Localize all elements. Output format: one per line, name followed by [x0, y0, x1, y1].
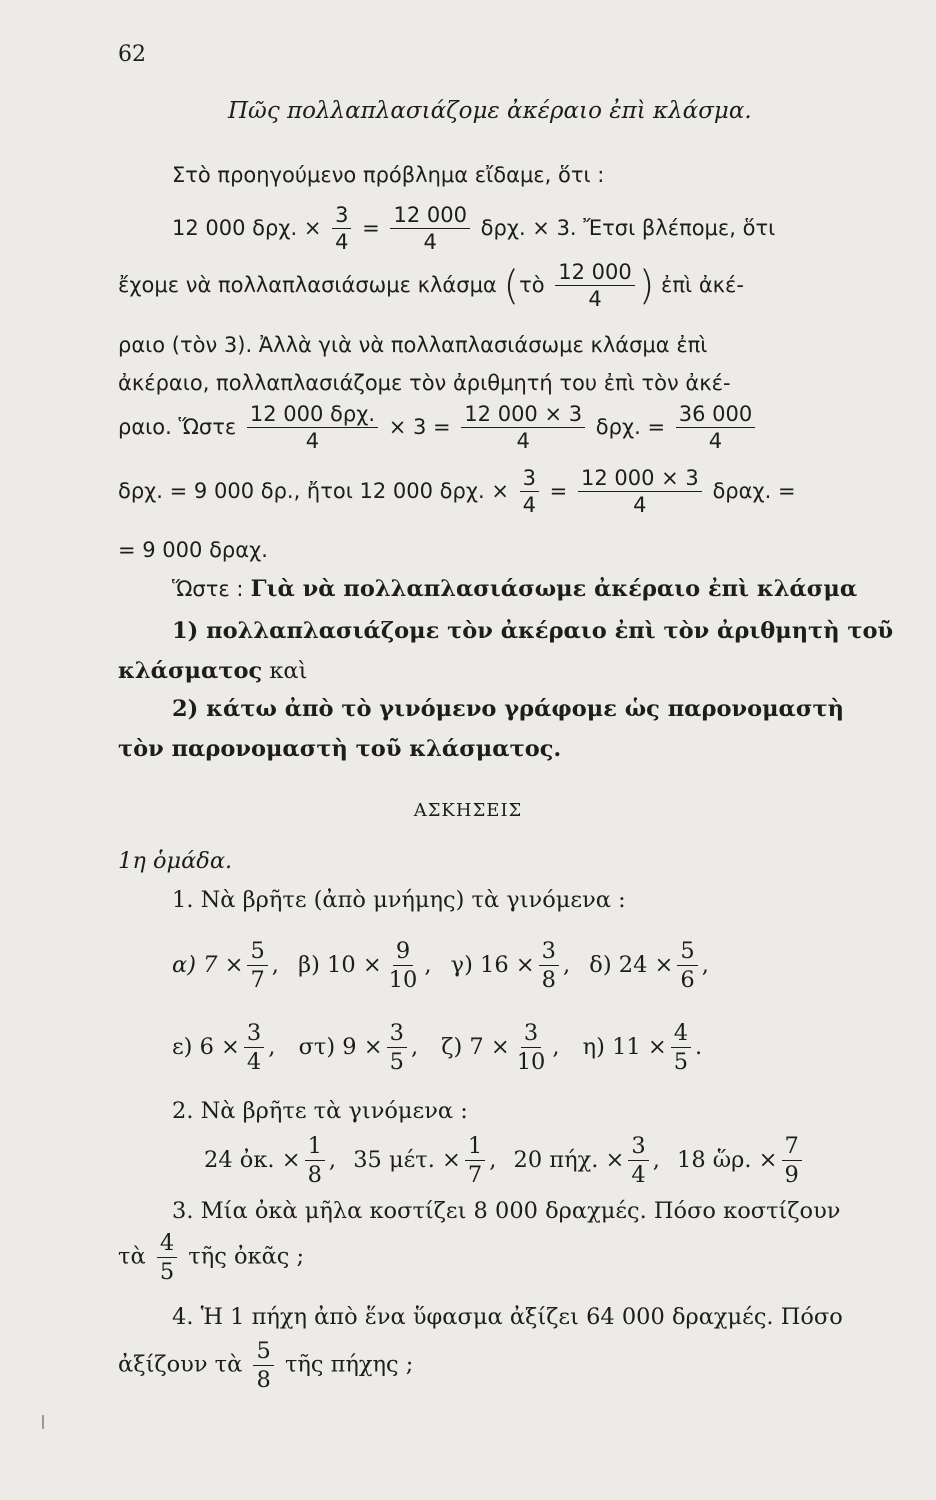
text-line-3: ἔχομε νὰ πολλαπλασιάσωμε κλάσμα (τὸ $\frac{12 000}{4}$ ) ἐπὶ ἀκέ-	[118, 260, 744, 311]
exercise-item: στ) 9 × $\frac{3}{5}$ ,	[298, 1020, 419, 1075]
exercise-item: γ) 16 × $\frac{3}{8}$ ,	[450, 938, 571, 993]
rule-line-4: 2) κάτω ἀπὸ τὸ γινόμενο γράφομε ὡς παρονομαστὴ	[172, 696, 844, 722]
fraction: $\frac{12 000 \times 3}{4}$	[461, 404, 585, 452]
equation-line-3: δρχ. = 9 000 δρ., ἤτοι 12 000 δρχ. × $\frac{3}{4}$ = $\frac{12 000 \times 3}{4}$ δραχ. =	[118, 466, 796, 517]
fraction: $\frac{12 000}{4}$	[390, 205, 469, 253]
section-title: Πῶς πολλαπλασιάζομε ἀκέραιο ἐπὶ κλάσμα.	[228, 98, 752, 124]
fraction: $\frac{5}{8}$	[253, 1340, 273, 1391]
exercise-item: α) 7 × $\frac{5}{7}$ ,	[172, 938, 279, 993]
fraction: $\frac{3}{4}$	[332, 205, 351, 253]
rule-line-3: κλάσματος καὶ	[118, 658, 308, 684]
rule-line-5: τὸν παρονομαστὴ τοῦ κλάσματος.	[118, 736, 562, 762]
exercise-1-row-2	[172, 1022, 702, 1073]
equation-line-1: 12 000 δρχ. × $\frac{3}{4}$ = $\frac{12 000}{4}$ δρχ. × 3. Ἔτσι βλέπομε, ὅτι	[172, 203, 776, 254]
exercises-heading: ΑΣΚΗΣΕΙΣ	[413, 800, 523, 821]
exercise-2: 2. Νὰ βρῆτε τὰ γινόμενα :	[172, 1098, 468, 1124]
fraction: $\frac{4}{5}$	[157, 1232, 177, 1283]
exercise-4-cont: ἀξίζουν τὰ $\frac{5}{8}$ τῆς πήχης ;	[118, 1338, 414, 1393]
rule-line-1: Ὥστε : Γιὰ νὰ πολλαπλασιάσωμε ἀκέραιο ἐπὶ κλάσμα	[172, 576, 858, 602]
fraction: $\frac{3}{4}$	[520, 468, 539, 516]
fraction: $\frac{\text{12 000 δρχ.}}{4}$	[247, 404, 378, 452]
intro-text: Στὸ προηγούμενο πρόβλημα εἴδαμε, ὅτι :	[172, 163, 605, 187]
exercise-item: ε) 6 × $\frac{3}{4}$ ,	[172, 1020, 276, 1075]
text-line-4: ραιο (τὸν 3). Ἀλλὰ γιὰ νὰ πολλαπλασιάσωμε κλάσμα ἐπὶ	[118, 333, 708, 357]
exercise-item: 20 πήχ. × $\frac{3}{4}$ ,	[513, 1133, 660, 1188]
exercise-3: 3. Μία ὀκὰ μῆλα κοστίζει 8 000 δραχμές. Πόσο κοστίζουν	[172, 1198, 841, 1224]
exercise-1-row-1	[172, 940, 709, 991]
fraction: $\frac{12 000 \times 3}{4}$	[578, 468, 702, 516]
exercise-item: ζ) 7 × $\frac{3}{10}$ ,	[441, 1020, 560, 1075]
rule-line-2: 1) πολλαπλασιάζομε τὸν ἀκέραιο ἐπὶ τὸν ἀριθμητὴ τοῦ	[172, 618, 894, 644]
equation-line-2: ραιο. Ὥστε $\frac{\text{12 000 δρχ.}}{4}$ × 3 = $\frac{12 000 \times 3}{4}$ δρχ. = $\frac{36 000}{4}$	[118, 404, 759, 452]
fraction: $\frac{36 000}{4}$	[676, 404, 755, 452]
exercise-1: 1. Νὰ βρῆτε (ἀπὸ μνήμης) τὰ γινόμενα :	[172, 887, 626, 913]
exercise-item: β) 10 × $\frac{9}{10}$ ,	[298, 938, 432, 993]
exercise-item: δ) 24 × $\frac{5}{6}$ ,	[589, 938, 709, 993]
page-margin-mark	[42, 1415, 44, 1429]
page-number: 62	[118, 42, 146, 67]
exercise-3-cont: τὰ $\frac{4}{5}$ τῆς ὀκᾶς ;	[118, 1230, 305, 1285]
text-line-5: ἀκέραιο, πολλαπλασιάζομε τὸν ἀριθμητή του ἐπὶ τὸν ἀκέ-	[118, 371, 731, 395]
text-line-8: = 9 000 δραχ.	[118, 538, 268, 562]
group-label: 1η ὁμάδα.	[118, 848, 233, 874]
exercise-item: 18 ὥρ. × $\frac{7}{9}$	[677, 1147, 806, 1173]
exercise-4: 4. Ἡ 1 πήχη ἀπὸ ἕνα ὕφασμα ἀξίζει 64 000 δραχμές. Πόσο	[172, 1304, 843, 1330]
exercise-2-row	[204, 1135, 806, 1186]
exercise-item: 35 μέτ. × $\frac{1}{7}$ ,	[353, 1133, 497, 1188]
exercise-item: η) 11 × $\frac{4}{5}$ .	[582, 1020, 703, 1075]
exercise-item: 24 ὀκ. × $\frac{1}{8}$ ,	[204, 1133, 337, 1188]
fraction: $\frac{12 000}{4}$	[555, 262, 634, 310]
